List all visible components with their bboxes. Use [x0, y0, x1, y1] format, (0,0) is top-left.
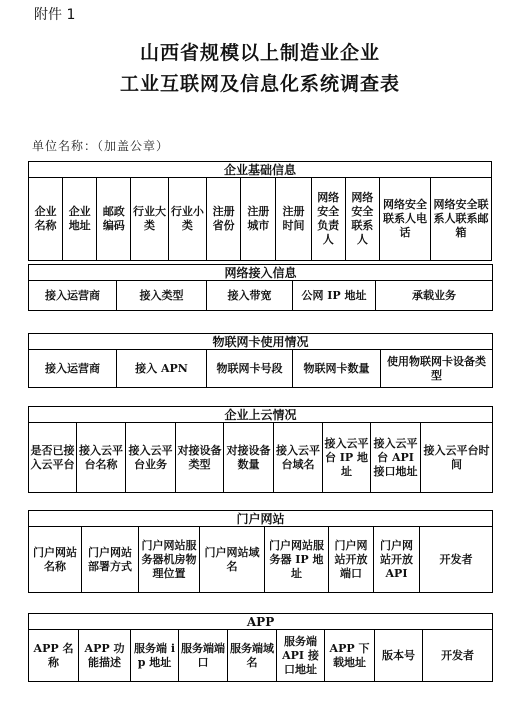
header-cell: 服务端域名: [228, 630, 277, 682]
unit-name-label: 单位名称：（加盖公章）: [32, 139, 170, 153]
header-cell: 邮政编码: [97, 178, 131, 261]
header-cell: 开发者: [420, 527, 493, 593]
header-cell: 使用物联网卡设备类型: [381, 350, 493, 388]
header-cell: 行业小类: [168, 178, 206, 261]
table-cloud-usage: [28, 406, 493, 493]
header-cell: 网络安全联系人联系邮箱: [431, 178, 492, 261]
header-cell: 门户网站服务器机房物理位置: [139, 527, 200, 593]
table-network-access: [28, 264, 493, 311]
header-cell: 接入云平台 IP 地址: [323, 423, 371, 493]
document-title-line1: 山西省规模以上制造业企业: [139, 42, 380, 64]
section-title-iot: 物联网卡使用情况: [29, 334, 493, 350]
header-cell: 门户网站名称: [29, 527, 82, 593]
header-cell: 接入 APN: [117, 350, 207, 388]
header-cell: 门户网站开放 API: [374, 527, 420, 593]
header-cell: 接入云平台名称: [77, 423, 126, 493]
header-cell: 接入类型: [117, 281, 207, 311]
header-cell: 公网 IP 地址: [293, 281, 376, 311]
header-cell: 服务端 ip 地址: [131, 630, 179, 682]
table-basic-info: [28, 161, 492, 261]
header-cell: 接入运营商: [29, 350, 117, 388]
header-cell: 门户网站域名: [200, 527, 265, 593]
section-title-cloud: 企业上云情况: [29, 407, 493, 423]
header-cell: 版本号: [375, 630, 423, 682]
header-cell: 注册时间: [276, 178, 311, 261]
header-cell: APP 名称: [29, 630, 79, 682]
header-cell: 接入云平台业务: [126, 423, 176, 493]
header-cell: 是否已接入云平台: [29, 423, 77, 493]
header-cell: 注册省份: [207, 178, 241, 261]
table-portal-site: [28, 510, 493, 593]
section-title-app: APP: [29, 614, 493, 630]
header-cell: 门户网站部署方式: [82, 527, 139, 593]
header-cell: 物联网卡数量: [293, 350, 381, 388]
header-cell: 行业大类: [131, 178, 168, 261]
header-cell: 注册城市: [241, 178, 276, 261]
header-cell: 门户网站开放端口: [329, 527, 374, 593]
header-cell: 企业名称: [29, 178, 63, 261]
table-app: [28, 613, 493, 682]
table-iot-card: [28, 333, 493, 388]
header-cell: 网络安全联系人: [345, 178, 379, 261]
header-cell: 服务端端口: [179, 630, 228, 682]
header-cell: 企业地址: [63, 178, 97, 261]
header-cell: 网络安全负责人: [311, 178, 345, 261]
section-title-network: 网络接入信息: [29, 265, 493, 281]
header-cell: APP 下载地址: [325, 630, 375, 682]
header-cell: APP 功能描述: [79, 630, 131, 682]
header-cell: 接入带宽: [207, 281, 293, 311]
header-cell: 网络安全联系人电话: [379, 178, 430, 261]
header-cell: 接入云平台域名: [274, 423, 323, 493]
header-cell: 接入云平台时间: [421, 423, 493, 493]
header-cell: 服务端 API 接口地址: [277, 630, 325, 682]
header-cell: 对接设备数量: [224, 423, 274, 493]
header-cell: 接入运营商: [29, 281, 117, 311]
header-cell: 开发者: [423, 630, 493, 682]
header-cell: 承载业务: [376, 281, 493, 311]
header-cell: 物联网卡号段: [207, 350, 293, 388]
attachment-label: 附件 1: [34, 7, 76, 23]
header-cell: 对接设备类型: [176, 423, 224, 493]
header-cell: 接入云平台 API 接口地址: [371, 423, 421, 493]
header-cell: 门户网站服务器 IP 地址: [265, 527, 329, 593]
section-title-basic: 企业基础信息: [29, 162, 492, 178]
document-title-line2: 工业互联网及信息化系统调查表: [119, 73, 400, 95]
section-title-portal: 门户网站: [29, 511, 493, 527]
